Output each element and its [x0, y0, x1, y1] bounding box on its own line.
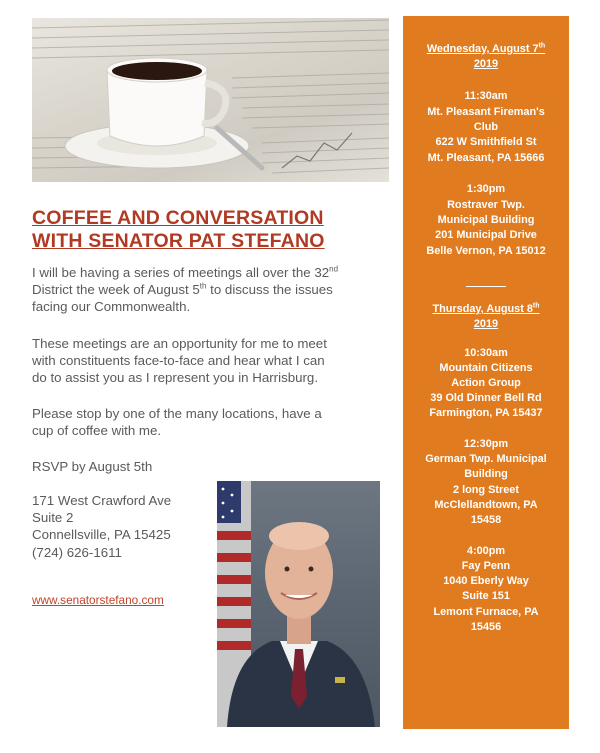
event-zip: 15456 [470, 621, 502, 633]
intro-line-3: facing our Commonwealth. [32, 299, 191, 315]
address-line: 171 West Crawford Ave [32, 493, 172, 508]
schedule-sidebar [403, 16, 569, 729]
event-street: 1040 Eberly Way [443, 575, 529, 587]
rsvp-text: RSVP by August 5th [32, 459, 153, 474]
event-city: Belle Vernon, PA 15012 [426, 245, 546, 257]
paragraph2-line: do to assist you as I represent you in Harrisburg. [32, 370, 319, 386]
address-line: Suite 2 [32, 510, 74, 526]
event-venue: Fay Penn [461, 560, 511, 572]
event-time: 11:30am [464, 90, 508, 102]
event-venue: Building [464, 468, 508, 480]
event-street: 2 long Street [453, 484, 519, 496]
event-venue: Rostraver Twp. [447, 199, 525, 211]
senator-portrait [217, 481, 380, 727]
event-venue: Mountain Citizens [439, 362, 533, 374]
title-line-2: WITH SENATOR PAT STEFANO [32, 230, 325, 252]
intro-sup-th: th [199, 281, 207, 291]
event-zip: 15458 [470, 514, 502, 526]
event-venue: Municipal Building [437, 214, 535, 226]
event-venue: Club [473, 121, 499, 133]
intro-line-2-end: to discuss the issues [206, 282, 333, 298]
day1-heading: Wednesday, August 7th [426, 42, 546, 55]
event-city: Farmington, PA 15437 [429, 407, 543, 419]
event-time: 1:30pm [466, 183, 506, 195]
event-street: 622 W Smithfield St [435, 136, 537, 148]
page-title [32, 207, 382, 253]
intro-line-1: I will be having a series of meetings all over the 32 [32, 265, 330, 280]
event-suite: Suite 151 [462, 590, 510, 602]
event-city: McClellandtown, PA [434, 499, 538, 511]
intro-line-2: District the week of August 5 [32, 282, 200, 298]
event-city: Lemont Furnace, PA [433, 606, 539, 618]
coffee-photo [32, 18, 389, 182]
day2-year: 2019 [473, 318, 499, 330]
phone-number: (724) 626-1611 [32, 544, 122, 560]
office-address [32, 492, 212, 561]
address-line: Connellsville, PA 15425 [32, 527, 171, 543]
event-time: 10:30am [464, 347, 508, 359]
event-venue: Action Group [451, 377, 521, 389]
title-line-1: COFFEE AND CONVERSATION [32, 207, 324, 229]
paragraph3-line: cup of coffee with me. [32, 423, 162, 439]
meetings-paragraph [32, 335, 382, 387]
event-venue: German Twp. Municipal [425, 453, 547, 465]
website-link[interactable]: www.senatorstefano.com [32, 593, 164, 607]
event-time: 12:30pm [463, 438, 509, 450]
event-city: Mt. Pleasant, PA 15666 [427, 152, 545, 164]
divider [466, 286, 506, 287]
invite-paragraph [32, 405, 382, 439]
event-venue: Mt. Pleasant Fireman's [427, 106, 545, 118]
day1-year: 2019 [473, 58, 499, 70]
paragraph3-line: Please stop by one of the many locations, have a [32, 406, 322, 421]
event-street: 201 Municipal Drive [435, 229, 537, 241]
intro-sup-nd: nd [329, 264, 339, 274]
paragraph2-line: with constituents face-to-face and hear what I can [32, 353, 325, 369]
event-street: 39 Old Dinner Bell Rd [430, 392, 542, 404]
event-time: 4:00pm [466, 545, 506, 557]
paragraph2-line: These meetings are an opportunity for me to meet [32, 336, 327, 351]
intro-paragraph [32, 264, 382, 316]
day2-heading: Thursday, August 8th [432, 302, 540, 315]
